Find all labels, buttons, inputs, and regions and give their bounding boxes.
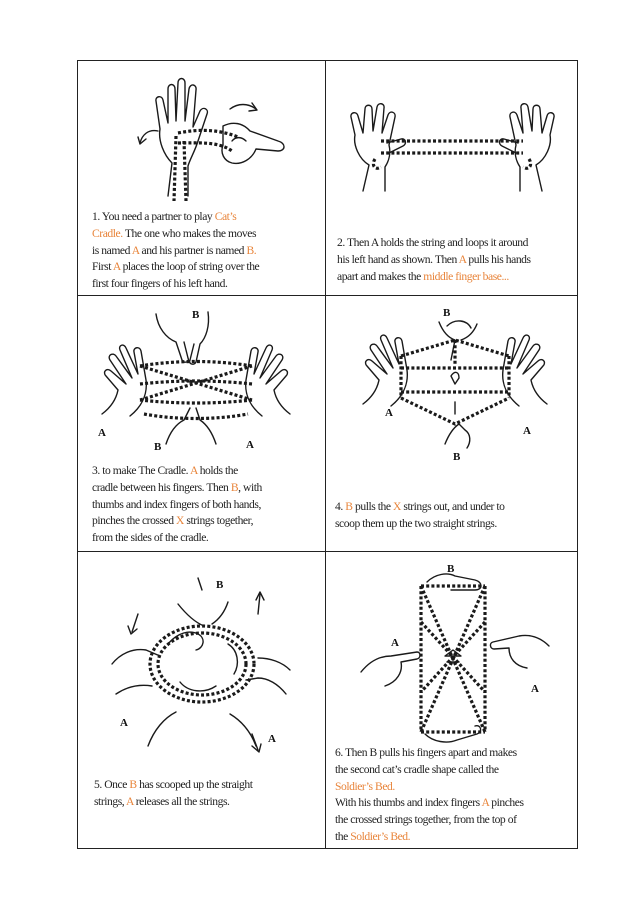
caption-line: [92, 463, 262, 480]
caption-text: With his thumbs and index fingers: [335, 796, 482, 810]
label-b-top: B: [447, 563, 455, 575]
highlight-text: A: [131, 243, 140, 257]
caption-line: [92, 530, 262, 547]
caption-text: The one who makes the moves: [122, 226, 257, 240]
label-a-left: A: [120, 717, 128, 729]
highlight-text: Cat’s: [214, 210, 237, 223]
caption-line: [335, 829, 524, 846]
panel-1: [78, 61, 325, 295]
caption-text: 5. Once: [94, 778, 130, 791]
caption-line: [94, 794, 253, 811]
caption-text: First: [92, 260, 113, 274]
panel-5: [78, 552, 325, 850]
caption-line: [337, 252, 531, 269]
panel-3-illustration: [96, 304, 296, 454]
caption-text: 1. You need a partner to play: [92, 210, 215, 223]
highlight-text: Cradle.: [92, 226, 123, 240]
caption-text: pulls the: [352, 500, 394, 513]
highlight-text: Soldier’s Bed.: [350, 829, 411, 843]
panel-1-caption: [92, 209, 259, 293]
caption-text: and his partner is named: [139, 243, 247, 257]
caption-line: [335, 812, 524, 829]
caption-text: his left hand as shown. Then: [337, 252, 459, 266]
caption-text: releases all the strings.: [133, 794, 230, 808]
highlight-text: B: [345, 500, 353, 513]
panel-2: [325, 61, 579, 295]
caption-line: [92, 226, 259, 243]
highlight-text: A: [126, 794, 134, 808]
highlight-text: A: [189, 464, 198, 477]
caption-text: 6. Then B pulls his fingers apart and makes: [335, 746, 517, 759]
caption-line: [335, 745, 524, 762]
label-b-top: B: [216, 579, 224, 591]
caption-line: [335, 499, 505, 516]
panel-6-illustration: [355, 562, 555, 752]
panel-5-caption: [94, 777, 253, 811]
caption-line: [92, 276, 259, 293]
caption-text: scoop them up the two straight strings.: [335, 516, 497, 530]
panel-4-caption: [335, 499, 505, 533]
caption-text: pinches: [488, 796, 524, 810]
caption-text: the: [335, 829, 351, 843]
caption-text: from the sides of the cradle.: [92, 531, 209, 545]
caption-text: is named: [92, 243, 132, 257]
label-b-top: B: [443, 307, 451, 319]
panel-3: [78, 296, 325, 551]
caption-text: holds the: [197, 464, 238, 477]
caption-text: 3. to make The Cradle.: [92, 464, 190, 477]
caption-text: the second cat’s cradle shape called the: [335, 762, 499, 776]
caption-text: has scooped up the straight: [136, 778, 253, 791]
caption-line: [92, 513, 262, 530]
highlight-text: A: [481, 796, 489, 810]
label-a-left: A: [385, 407, 393, 419]
caption-line: [92, 243, 259, 260]
panel-4: [325, 296, 579, 551]
caption-text: pinches the crossed: [92, 514, 177, 528]
caption-text: , with: [238, 480, 262, 494]
label-a-left: A: [98, 427, 106, 439]
caption-text: pulls his hands: [465, 252, 531, 266]
highlight-text: X: [393, 500, 401, 513]
highlight-text: middle finger base...: [423, 269, 509, 283]
panel-4-illustration: [355, 304, 555, 464]
label-a-right: A: [531, 683, 539, 695]
caption-line: [335, 795, 524, 812]
label-a-left: A: [391, 637, 399, 649]
highlight-text: A: [112, 260, 121, 274]
caption-text: strings out, and under to: [400, 500, 505, 513]
panel-6: [325, 552, 579, 850]
highlight-text: B.: [246, 243, 257, 257]
caption-line: [92, 497, 262, 514]
caption-text: strings together,: [183, 514, 254, 528]
caption-text: the crossed strings together, from the top of: [335, 813, 517, 827]
label-a-right: A: [523, 425, 531, 437]
panel-1-illustration: [128, 71, 298, 201]
caption-text: thumbs and index fingers of both hands,: [92, 497, 261, 511]
instruction-grid: [77, 60, 578, 849]
highlight-text: B: [129, 778, 137, 791]
caption-line: [335, 779, 524, 796]
caption-text: places the loop of string over the: [120, 260, 260, 274]
panel-2-illustration: [345, 101, 560, 196]
highlight-text: X: [176, 514, 184, 528]
label-b-top: B: [192, 309, 200, 321]
caption-text: strings,: [94, 794, 127, 808]
panel-5-illustration: [108, 574, 298, 754]
label-b-bottom: B: [453, 451, 461, 463]
caption-text: 4.: [335, 500, 346, 513]
panel-6-caption: [335, 745, 524, 846]
caption-line: [92, 480, 262, 497]
label-a-right: A: [246, 439, 254, 451]
label-b-bottom: B: [154, 441, 162, 453]
caption-line: [337, 235, 531, 252]
caption-text: cradle between his fingers. Then: [92, 480, 231, 494]
caption-text: 2. Then A holds the string and loops it around: [337, 236, 528, 249]
caption-text: first four fingers of his left hand.: [92, 277, 228, 291]
caption-line: [335, 762, 524, 779]
highlight-text: B: [230, 480, 239, 494]
caption-line: [92, 259, 259, 276]
highlight-text: Soldier’s Bed.: [335, 779, 395, 793]
caption-line: [337, 269, 531, 286]
label-a-right: A: [268, 733, 276, 745]
panel-3-caption: [92, 463, 262, 547]
highlight-text: A: [458, 252, 466, 266]
caption-line: [94, 777, 253, 794]
caption-line: [335, 516, 505, 533]
panel-2-caption: [337, 235, 531, 285]
caption-text: apart and makes the: [337, 269, 424, 283]
caption-line: [92, 209, 259, 226]
